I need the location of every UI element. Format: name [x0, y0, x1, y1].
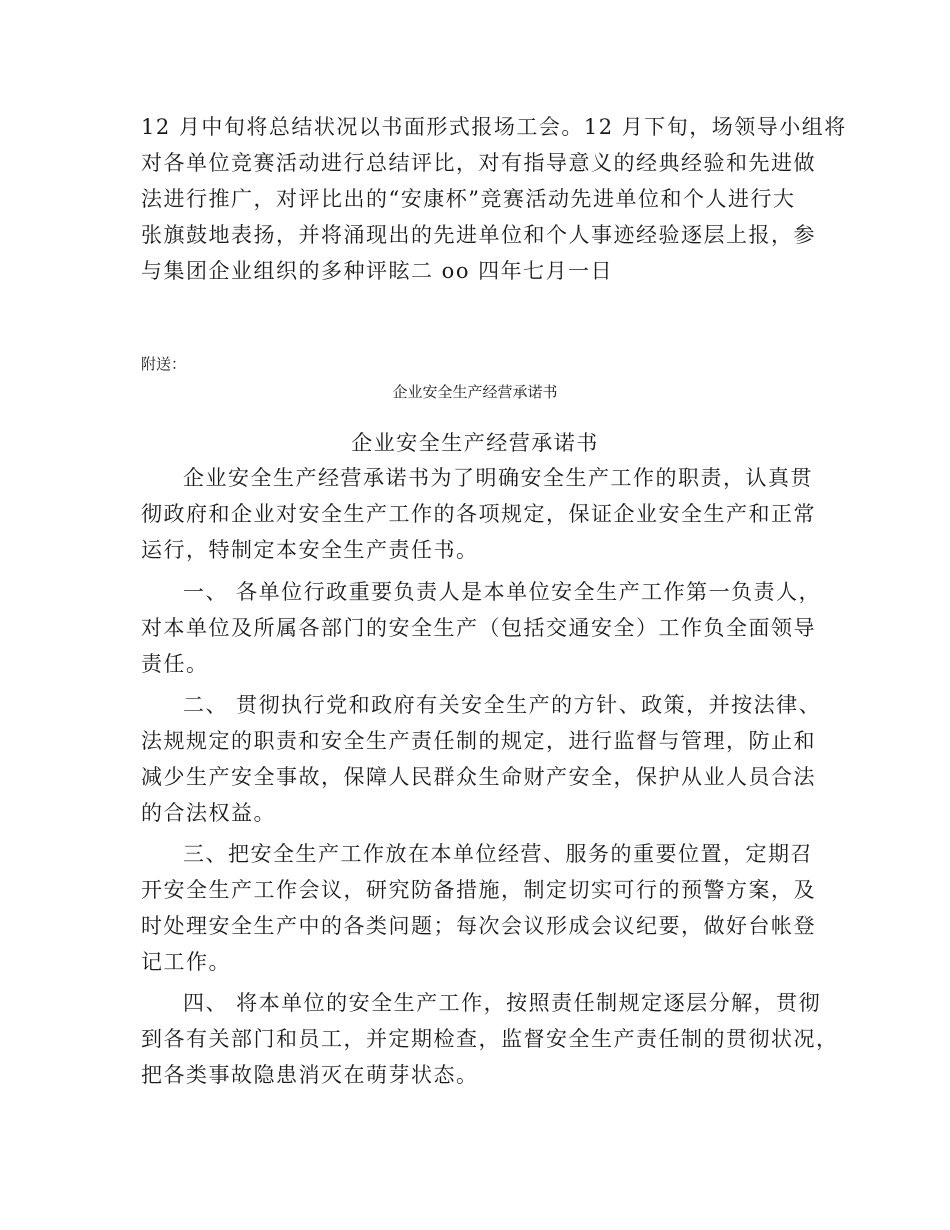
body-line: 彻政府和企业对安全生产工作的各项规定，保证企业安全生产和正常: [141, 502, 816, 526]
body-line: 二、 贯彻执行党和政府有关安全生产的方针、政策，并按法律、: [183, 693, 822, 717]
main-title: 企业安全生产经营承诺书: [351, 431, 599, 455]
body-line: 开安全生产工作会议，研究防备措施，制定切实可行的预警方案，及: [141, 878, 816, 902]
body-line: 企业安全生产经营承诺书为了明确安全生产工作的职责，认真贯: [183, 466, 813, 490]
intro-line: 张旗鼓地表扬，并将涌现出的先进单位和个人事迹经验逐层上报，参: [141, 223, 816, 247]
small-title: 企业安全生产经营承诺书: [392, 383, 558, 401]
body-line: 把各类事故隐患消灭在萌芽状态。: [141, 1063, 479, 1087]
body-line: 的合法权益。: [141, 801, 276, 825]
body-line: 一、 各单位行政重要负责人是本单位安全生产工作第一负责人，: [183, 580, 822, 604]
body-line: 对本单位及所属各部门的安全生产（包括交通安全）工作负全面领导: [141, 616, 816, 640]
body-line: 减少生产安全事故，保障人民群众生命财产安全，保护从业人员合法: [141, 765, 816, 789]
intro-line: 对各单位竞赛活动进行总结评比，对有指导意义的经典经验和先进做: [141, 151, 816, 175]
body-line: 运行，特制定本安全生产责任书。: [141, 538, 479, 562]
body-line: 三、把安全生产工作放在本单位经营、服务的重要位置，定期召: [183, 842, 813, 866]
body-line: 责任。: [141, 652, 209, 676]
attachment-label: 附送：: [141, 355, 187, 373]
body-line: 法规规定的职责和安全生产责任制的规定，进行监督与管理，防止和: [141, 729, 816, 753]
intro-line: 12 月中旬将总结状况以书面形式报场工会。12 月下旬，场领导小组将: [141, 115, 847, 139]
intro-line: 与集团企业组织的多种评眩二 oo 四年七月一日: [141, 259, 614, 283]
body-line: 四、 将本单位的安全生产工作，按照责任制规定逐层分解，贯彻: [183, 991, 822, 1015]
body-line: 记工作。: [141, 950, 231, 974]
intro-line: 法进行推广，对评比出的“安康杯”竞赛活动先进单位和个人进行大: [141, 187, 796, 211]
body-line: 到各有关部门和员工，并定期检查，监督安全生产责任制的贯彻状况，: [141, 1027, 839, 1051]
body-line: 时处理安全生产中的各类问题；每次会议形成会议纪要，做好台帐登: [141, 914, 816, 938]
